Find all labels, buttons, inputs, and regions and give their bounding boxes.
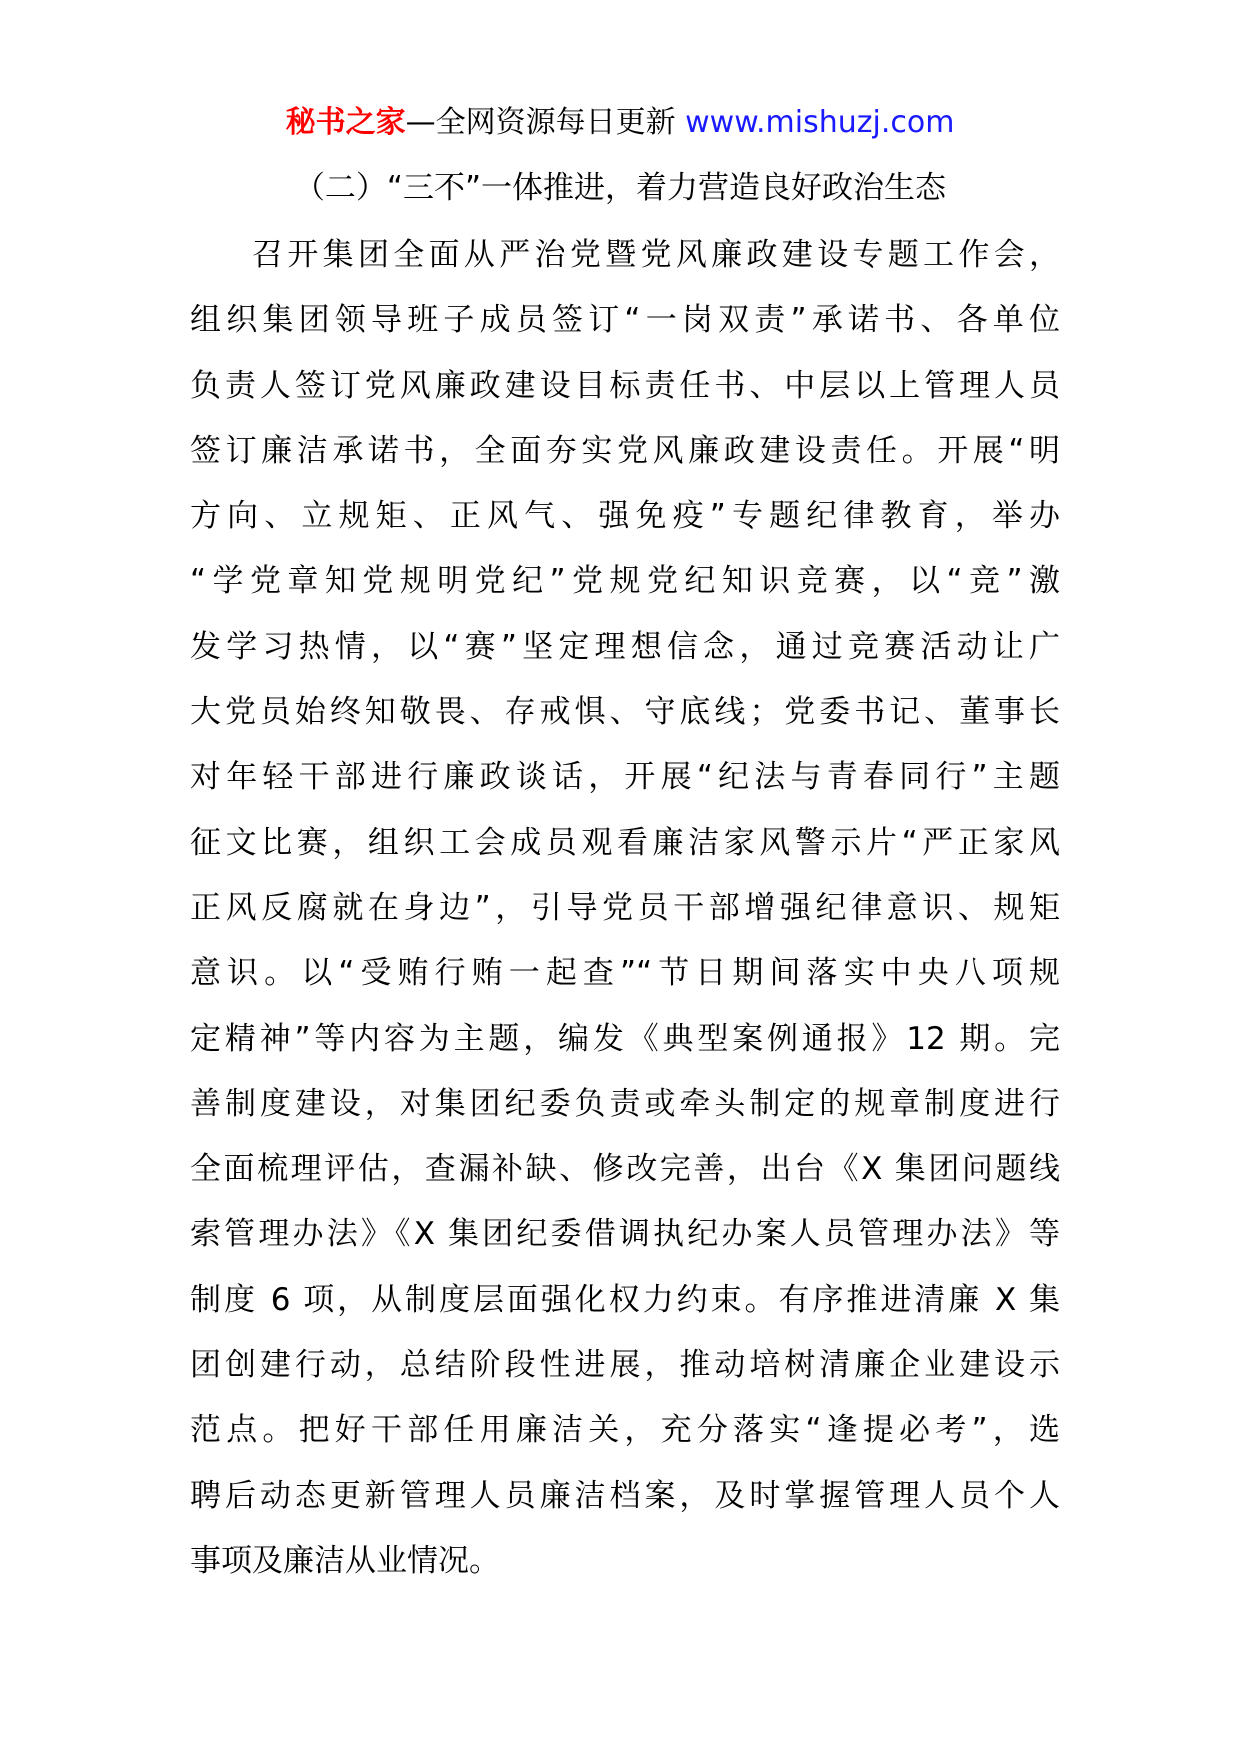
paragraph-line: 负责人签订党风廉政建设目标责任书、中层以上管理人员: [190, 367, 1060, 404]
paragraph-line: 发学习热情，以“赛”坚定理想信念，通过竞赛活动让广: [190, 628, 1060, 665]
paragraph-line: 定精神”等内容为主题，编发《典型案例通报》12 期。完: [190, 1020, 1060, 1057]
paragraph-line: 对年轻干部进行廉政谈话，开展“纪法与青春同行”主题: [190, 759, 1060, 796]
paragraph-line: 方向、立规矩、正风气、强免疫”专题纪律教育，举办: [190, 498, 1060, 535]
paragraph-line: 范点。把好干部任用廉洁关，充分落实“逢提必考”，选: [190, 1412, 1060, 1449]
section-heading: （二）“三不”一体推进，着力营造良好政治生态: [293, 170, 947, 206]
site-header: [0, 103, 1240, 143]
header-tagline: —全网资源每日更新: [405, 105, 686, 140]
paragraph-line: 组织集团领导班子成员签订“一岗双责”承诺书、各单位: [190, 302, 1060, 339]
paragraph-line: 召开集团全面从严治党暨党风廉政建设专题工作会，: [252, 237, 1060, 273]
paragraph-line: 善制度建设，对集团纪委负责或牵头制定的规章制度进行: [190, 1085, 1060, 1122]
site-url-link[interactable]: www.mishuzj.com: [685, 105, 955, 140]
paragraph-line: 聘后动态更新管理人员廉洁档案，及时掌握管理人员个人: [190, 1477, 1060, 1514]
paragraph-line: 全面梳理评估，查漏补缺、修改完善，出台《X 集团问题线: [190, 1151, 1060, 1188]
paragraph-line: “学党章知党规明党纪”党规党纪知识竞赛，以“竞”激: [190, 563, 1060, 600]
brand-name: 秘书之家: [285, 105, 406, 140]
paragraph-line: 征文比赛，组织工会成员观看廉洁家风警示片“严正家风: [190, 824, 1060, 861]
paragraph-line: 正风反腐就在身边”，引导党员干部增强纪律意识、规矩: [190, 889, 1060, 926]
paragraph-line: 大党员始终知敬畏、存戒惧、守底线；党委书记、董事长: [190, 694, 1060, 731]
paragraph-line: 索管理办法》《X 集团纪委借调执纪办案人员管理办法》等: [190, 1216, 1060, 1253]
paragraph-line: 制度 6 项，从制度层面强化权力约束。有序推进清廉 X 集: [190, 1281, 1060, 1318]
paragraph-line: 事项及廉洁从业情况。: [190, 1542, 500, 1579]
paragraph-line: 签订廉洁承诺书，全面夯实党风廉政建设责任。开展“明: [190, 432, 1060, 469]
body-paragraph: [190, 230, 1060, 1601]
paragraph-line: 意识。以“受贿行贿一起查”“节日期间落实中央八项规: [190, 955, 1060, 992]
paragraph-line: 团创建行动，总结阶段性进展，推动培树清廉企业建设示: [190, 1347, 1060, 1384]
